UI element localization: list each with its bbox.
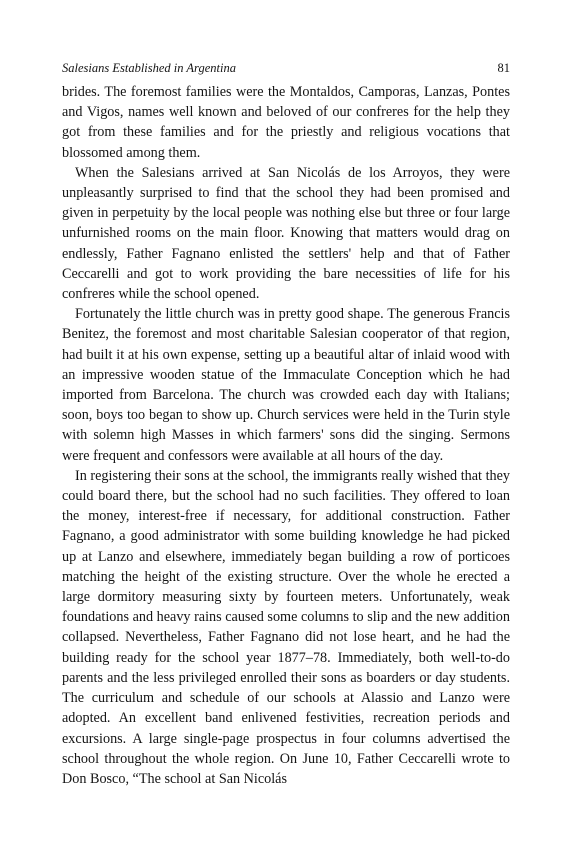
page-number: 81 xyxy=(497,61,510,75)
paragraph: In registering their sons at the school, the immigrants really wished that they could board there, but the school had no such facilities. They offered to loan the money, interest-free if necessary, for additional construction. Father Fagnano, a good administrator with some building knowledge he had picked up at Lanzo and elsewhere, immediately began building a row of porticoes matching the height of the existing structure. Over the whole he erected a large dormitory measuring sixty by fourteen meters. Unfortunately, weak foundations and heavy rains caused some columns to slip and the new addition collapsed. Nevertheless, Father Fagnano did not lose heart, and he had the building ready for the school year 1877–78. Immediately, both well-to-do parents and the less privileged enrolled their sons as boarders or day students. The curriculum and schedule of our schools at Alassio and Lanzo were adopted. An excellent band enlivened festivities, recreation periods and excursions. A large single-page prospectus in four columns advertised the school throughout the whole region. On June 10, Father Ceccarelli wrote to Don Bosco, “The school at San Nicolás xyxy=(62,467,510,787)
paragraph: Fortunately the little church was in pretty good shape. The generous Francis Benitez, the foremost and most charitable Salesian cooperator of that region, had built it at his own expense, setting up a beautiful altar of inlaid wood with an impressive wooden statue of the Immaculate Conception which he had imported from Barcelona. The church was crowded each day with Italians; soon, boys too began to show up. Church services were held in the Turin style with solemn high Masses in which farmers' sons did the singing. Sermons were frequent and confessors were available at all hours of the day. xyxy=(62,306,510,464)
page-header xyxy=(62,59,510,77)
body-text xyxy=(62,82,510,789)
paragraph: When the Salesians arrived at San Nicolás de los Arroyos, they were unpleasantly surprised to find that the school they had been promised and given in perpetuity by the local people was nothing else but three or four large unfurnished rooms on the main floor. Knowing that matters would drag on endlessly, Father Fagnano enlisted the settlers' help and that of Father Ceccarelli and got to work providing the bare necessities of life for his confreres while the school opened. xyxy=(62,164,510,303)
paragraph-continued: brides. The foremost families were the Montaldos, Camporas, Lanzas, Pontes and Vigos, names well known and beloved of our confreres for the help they got from these families and for the priestly and religious vocations that blossomed among them. xyxy=(62,84,510,161)
running-head: Salesians Established in Argentina xyxy=(62,61,236,75)
